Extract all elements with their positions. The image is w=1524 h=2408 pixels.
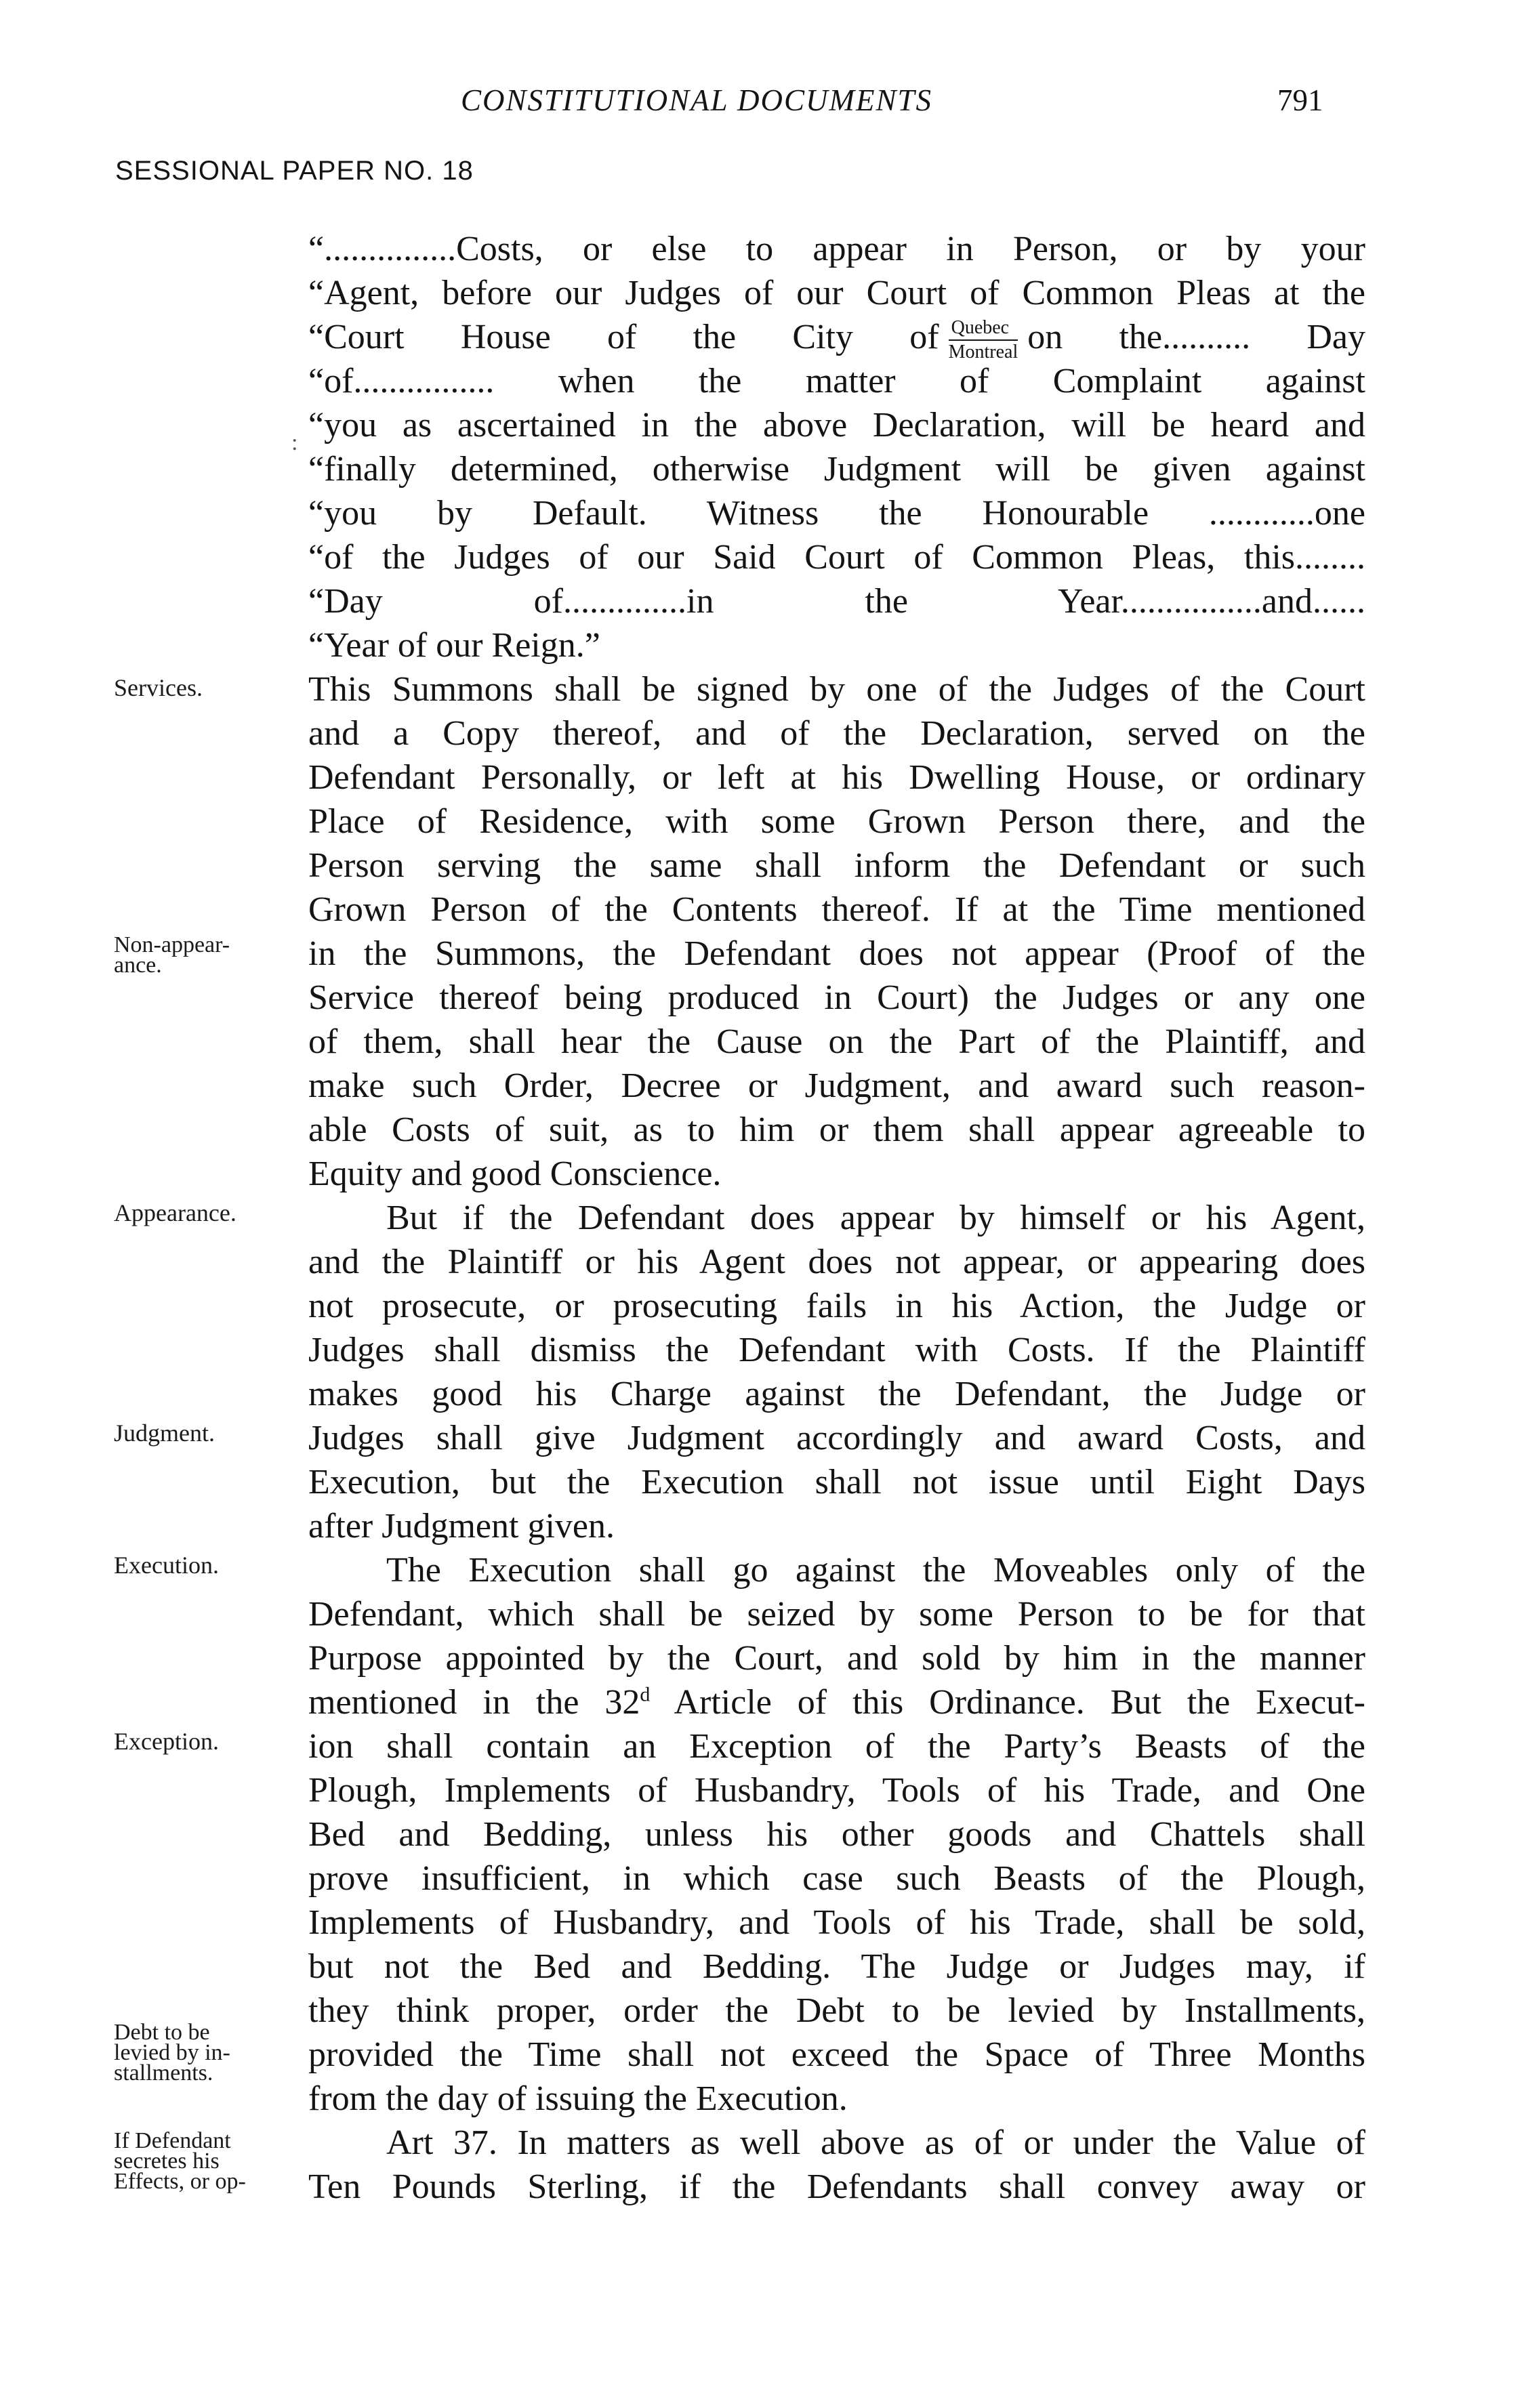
superscript: d [640, 1683, 651, 1706]
text-line: Defendant Personally, or left at his Dwelling House, or ordinary [308, 758, 1365, 797]
text-fragment: Article of this Ordinance. But the Execut- [650, 1683, 1365, 1722]
text-line: Art 37. In matters as well above as of or under the Value of [386, 2123, 1365, 2162]
summons-form-text [308, 227, 1365, 667]
margin-note-services: Services. [114, 674, 203, 701]
text-line: in the Summons, the Defendant does not appear (Proof of the [308, 934, 1365, 973]
text-line: and the Plaintiff or his Agent does not appear, or appearing does [308, 1243, 1365, 1281]
text-line: The Execution shall go against the Moveables only of the [386, 1551, 1365, 1590]
text-line: Judges shall dismiss the Defendant with Costs. If the Plaintiff [308, 1331, 1365, 1369]
text-line: from the day of issuing the Execution. [308, 2079, 848, 2118]
text-fragment: on the.......... Day [1027, 318, 1365, 356]
margin-note-if-defendant: If Defendant secretes his Effects, or op- [114, 2128, 246, 2194]
margin-note-non-appearance: Non-appear- ance. [114, 932, 230, 978]
text-line: “Agent, before our Judges of our Court of Common Pleas at the [308, 274, 1365, 312]
text-line: But if the Defendant does appear by himself or his Agent, [386, 1199, 1365, 1237]
text-line: “...............Costs, or else to appear in Person, or by your [308, 230, 1365, 268]
fraction-denominator: Montreal [948, 341, 1018, 359]
text-line: provided the Time shall not exceed the Space of Three Months [308, 2035, 1365, 2074]
text-line: Place of Residence, with some Grown Person there, and the [308, 802, 1365, 841]
text-line: Bed and Bedding, unless his other goods and Chattels shall [308, 1815, 1365, 1854]
page-number: 791 [1277, 83, 1323, 117]
text-line: “Day of..............in the Year................and...... [308, 582, 1365, 621]
city-fraction [949, 318, 1018, 359]
text-line: Defendant, which shall be seized by some Person to be for that [308, 1595, 1365, 1634]
sessional-paper-label: SESSIONAL PAPER NO. 18 [115, 156, 474, 186]
text-line: ion shall contain an Exception of the Party’s Beasts of the [308, 1727, 1365, 1766]
text-line: make such Order, Decree or Judgment, and award such reason- [308, 1066, 1365, 1105]
text-line: Equity and good Conscience. [308, 1155, 722, 1193]
margin-note-exception: Exception. [114, 1728, 219, 1755]
text-line: Implements of Husbandry, and Tools of his Trade, shall be sold, [308, 1903, 1365, 1942]
text-line: they think proper, order the Debt to be levied by Installments, [308, 1991, 1365, 2030]
text-line: “Year of our Reign.” [308, 626, 600, 665]
text-line-with-superscript [308, 1680, 1365, 1724]
text-line: “finally determined, otherwise Judgment will be given against [308, 450, 1365, 489]
margin-note-debt-installments: Debt to be levied by in- stallments. [114, 2020, 230, 2085]
text-line: “you by Default. Witness the Honourable ............one [308, 494, 1365, 533]
text-line: Judges shall give Judgment accordingly and award Costs, and [308, 1419, 1365, 1457]
appearance-paragraph [308, 1196, 1365, 1548]
text-line: Person serving the same shall inform the Defendant or such [308, 846, 1365, 885]
text-line: “you as ascertained in the above Declaration, will be heard and [308, 406, 1365, 444]
running-head [0, 83, 1524, 130]
text-line: Plough, Implements of Husbandry, Tools of his Trade, and One [308, 1771, 1365, 1810]
running-title: CONSTITUTIONAL DOCUMENTS [461, 83, 933, 117]
text-line: Service thereof being produced in Court) the Judges or any one [308, 978, 1365, 1017]
text-line-with-fraction [308, 315, 1365, 359]
text-line: Ten Pounds Sterling, if the Defendants shall convey away or [308, 2167, 1365, 2206]
margin-note-judgment: Judgment. [114, 1419, 215, 1447]
text-line: and a Copy thereof, and of the Declaration, served on the [308, 714, 1365, 753]
services-paragraph [308, 667, 1365, 1196]
text-line: able Costs of suit, as to him or them shall appear agreeable to [308, 1110, 1365, 1149]
fraction-numerator: Quebec [949, 318, 1018, 341]
text-fragment: “Court House of the City of [308, 318, 939, 356]
article-37-paragraph [308, 2121, 1365, 2209]
text-line: after Judgment given. [308, 1507, 615, 1545]
text-line: Purpose appointed by the Court, and sold by him in the manner [308, 1639, 1365, 1678]
text-line: prove insufficient, in which case such Beasts of the Plough, [308, 1859, 1365, 1898]
margin-note-appearance: Appearance. [114, 1199, 236, 1226]
text-line: not prosecute, or prosecuting fails in his Action, the Judge or [308, 1287, 1365, 1325]
text-line: “of the Judges of our Said Court of Common Pleas, this........ [308, 538, 1365, 577]
text-fragment: mentioned in the 32 [308, 1683, 640, 1722]
text-line: but not the Bed and Bedding. The Judge or Judges may, if [308, 1947, 1365, 1986]
margin-mark: : [291, 430, 298, 455]
margin-note-execution: Execution. [114, 1552, 219, 1579]
text-line: Execution, but the Execution shall not issue until Eight Days [308, 1463, 1365, 1501]
text-line: makes good his Charge against the Defendant, the Judge or [308, 1375, 1365, 1413]
text-line: “of................ when the matter of Complaint against [308, 362, 1365, 400]
text-line: of them, shall hear the Cause on the Part of the Plaintiff, and [308, 1022, 1365, 1061]
text-line: Grown Person of the Contents thereof. If at the Time mentioned [308, 890, 1365, 929]
text-line: This Summons shall be signed by one of the Judges of the Court [308, 670, 1365, 709]
execution-paragraph [308, 1548, 1365, 2121]
